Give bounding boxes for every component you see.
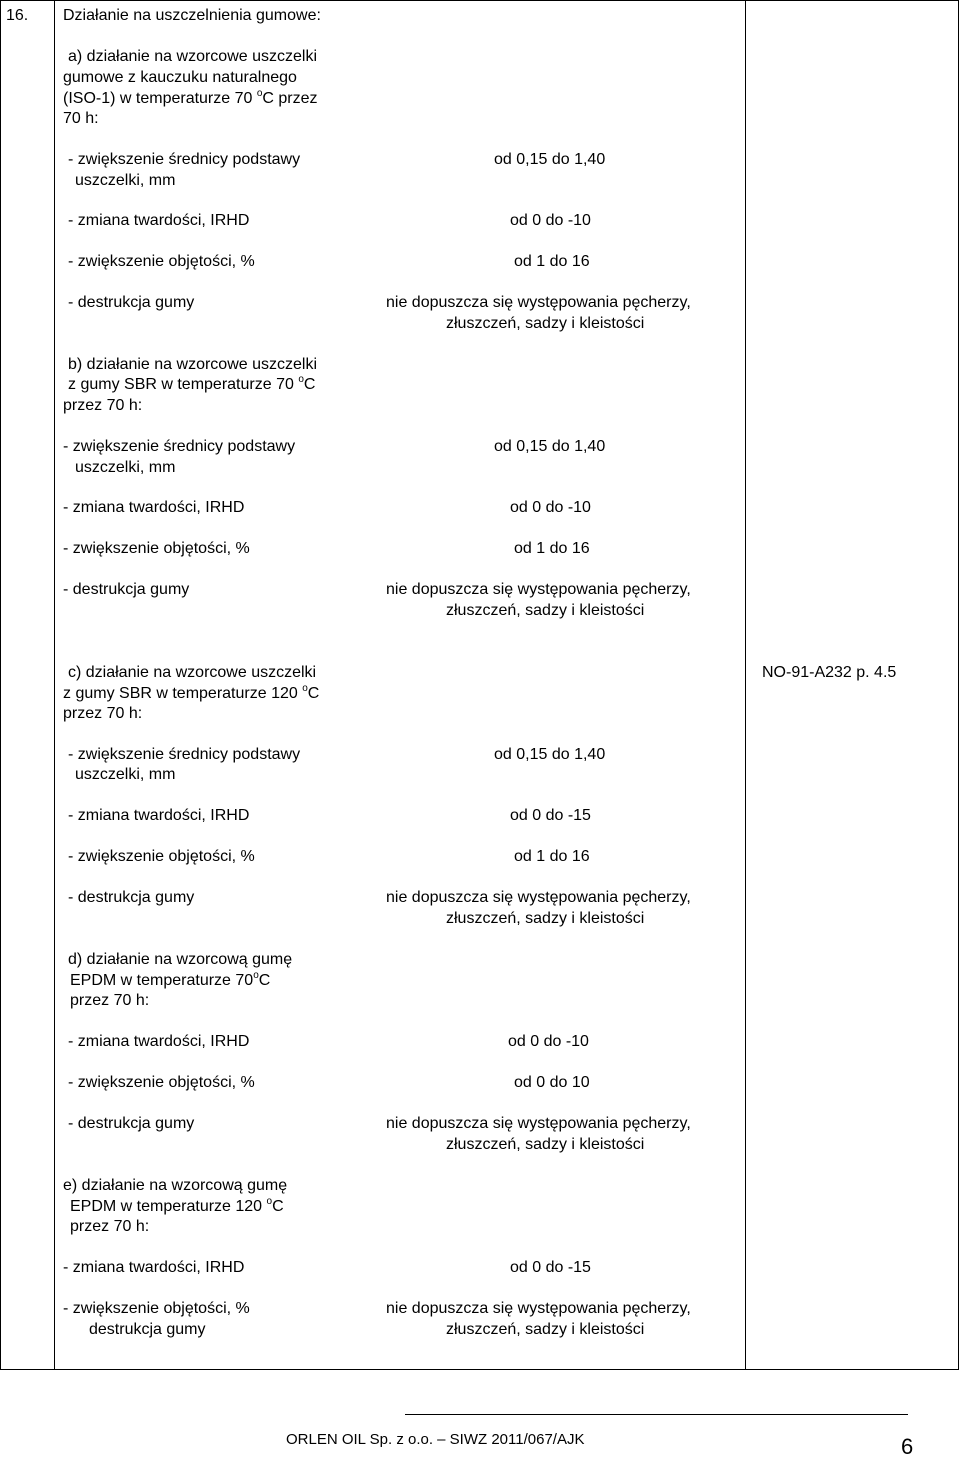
section-b-param1-label-cont: uszczelki, mm bbox=[75, 459, 176, 476]
section-a-line3: (ISO-1) w temperaturze 70 $^o$C przez bbox=[63, 88, 318, 107]
page-number: 6 bbox=[901, 1434, 914, 1459]
section-d-param4-label: - destrukcja gumy bbox=[68, 1115, 195, 1132]
section-b-param2-value: od 0 do -10 bbox=[510, 499, 591, 516]
section-b-line1: b) działanie na wzorcowe uszczelki bbox=[68, 356, 317, 373]
row-title: Działanie na uszczelnienia gumowe: bbox=[63, 7, 321, 24]
section-c-param2-value: od 0 do -15 bbox=[510, 807, 591, 824]
section-d-param4-value: nie dopuszcza się występowania pęcherzy, bbox=[386, 1115, 691, 1132]
column-divider-2 bbox=[745, 0, 746, 1370]
section-c-param4-label: - destrukcja gumy bbox=[68, 889, 195, 906]
section-d-param4-value-cont: złuszczeń, sadzy i kleistości bbox=[446, 1136, 645, 1153]
section-a-param1-value: od 0,15 do 1,40 bbox=[494, 151, 606, 168]
section-b-param4-label: - destrukcja gumy bbox=[63, 581, 190, 598]
section-c-param3-value: od 1 do 16 bbox=[514, 848, 590, 865]
section-c-param1-value: od 0,15 do 1,40 bbox=[494, 746, 606, 763]
section-c-line2: z gumy SBR w temperaturze 120 $^o$C bbox=[63, 683, 320, 702]
section-c-param4-value-cont: złuszczeń, sadzy i kleistości bbox=[446, 910, 645, 927]
section-d-param2-value: od 0 do -10 bbox=[508, 1033, 589, 1050]
section-e-line1: e) działanie na wzorcową gumę bbox=[63, 1177, 288, 1194]
section-c-param1-label-cont: uszczelki, mm bbox=[75, 766, 176, 783]
section-a-line4: 70 h: bbox=[63, 110, 99, 127]
section-c-param4-value: nie dopuszcza się występowania pęcherzy, bbox=[386, 889, 691, 906]
section-a-param4-value-cont: złuszczeń, sadzy i kleistości bbox=[446, 315, 645, 332]
section-a-line1: a) działanie na wzorcowe uszczelki bbox=[68, 48, 317, 65]
section-c-line1: c) działanie na wzorcowe uszczelki bbox=[68, 664, 317, 681]
column-divider-1 bbox=[54, 0, 55, 1370]
section-a-param4-label: - destrukcja gumy bbox=[68, 294, 195, 311]
section-a-param3-label: - zwiększenie objętości, % bbox=[68, 253, 255, 270]
section-d-param3-value: od 0 do 10 bbox=[514, 1074, 590, 1091]
section-e-line3: przez 70 h: bbox=[70, 1218, 150, 1235]
section-a-param4-value: nie dopuszcza się występowania pęcherzy, bbox=[386, 294, 691, 311]
section-a-param2-label: - zmiana twardości, IRHD bbox=[68, 212, 250, 229]
section-b-param4-value: nie dopuszcza się występowania pęcherzy, bbox=[386, 581, 691, 598]
section-b-param3-value: od 1 do 16 bbox=[514, 540, 590, 557]
section-b-param1-label: - zwiększenie średnicy podstawy bbox=[63, 438, 296, 455]
section-a-param3-value: od 1 do 16 bbox=[514, 253, 590, 270]
section-d-param2-label: - zmiana twardości, IRHD bbox=[68, 1033, 250, 1050]
standard-reference: NO-91-A232 p. 4.5 bbox=[762, 664, 897, 681]
section-e-line2: EPDM w temperaturze 120 $^o$C bbox=[70, 1196, 284, 1215]
section-b-param3-label: - zwiększenie objętości, % bbox=[63, 540, 250, 557]
section-a-param1-label: - zwiększenie średnicy podstawy bbox=[68, 151, 301, 168]
section-a-param1-label-cont: uszczelki, mm bbox=[75, 172, 176, 189]
section-e-param2-value: od 0 do -15 bbox=[510, 1259, 591, 1276]
section-a-param2-value: od 0 do -10 bbox=[510, 212, 591, 229]
section-d-line2: EPDM w temperaturze 70$^o$C bbox=[70, 970, 271, 989]
section-b-line3: przez 70 h: bbox=[63, 397, 143, 414]
section-b-param2-label: - zmiana twardości, IRHD bbox=[63, 499, 245, 516]
section-e-param4-value-cont: złuszczeń, sadzy i kleistości bbox=[446, 1321, 645, 1338]
section-c-line3: przez 70 h: bbox=[63, 705, 143, 722]
section-d-param3-label: - zwiększenie objętości, % bbox=[68, 1074, 255, 1091]
section-e-param4-value: nie dopuszcza się występowania pęcherzy, bbox=[386, 1300, 691, 1317]
footer-rule bbox=[405, 1414, 908, 1415]
footer-text: ORLEN OIL Sp. z o.o. – SIWZ 2011/067/AJK bbox=[286, 1431, 585, 1448]
section-c-param1-label: - zwiększenie średnicy podstawy bbox=[68, 746, 301, 763]
section-b-param4-value-cont: złuszczeń, sadzy i kleistości bbox=[446, 602, 645, 619]
section-d-line3: przez 70 h: bbox=[70, 992, 150, 1009]
section-a-line2: gumowe z kauczuku naturalnego bbox=[63, 69, 297, 86]
section-b-line2: z gumy SBR w temperaturze 70 $^o$C bbox=[68, 374, 316, 393]
section-d-line1: d) działanie na wzorcową gumę bbox=[68, 951, 293, 968]
section-e-param3-label: - zwiększenie objętości, % bbox=[63, 1300, 250, 1317]
section-e-param4-label: destrukcja gumy bbox=[89, 1321, 206, 1338]
section-c-param2-label: - zmiana twardości, IRHD bbox=[68, 807, 250, 824]
row-number: 16. bbox=[6, 7, 29, 24]
section-b-param1-value: od 0,15 do 1,40 bbox=[494, 438, 606, 455]
section-e-param2-label: - zmiana twardości, IRHD bbox=[63, 1259, 245, 1276]
section-c-param3-label: - zwiększenie objętości, % bbox=[68, 848, 255, 865]
